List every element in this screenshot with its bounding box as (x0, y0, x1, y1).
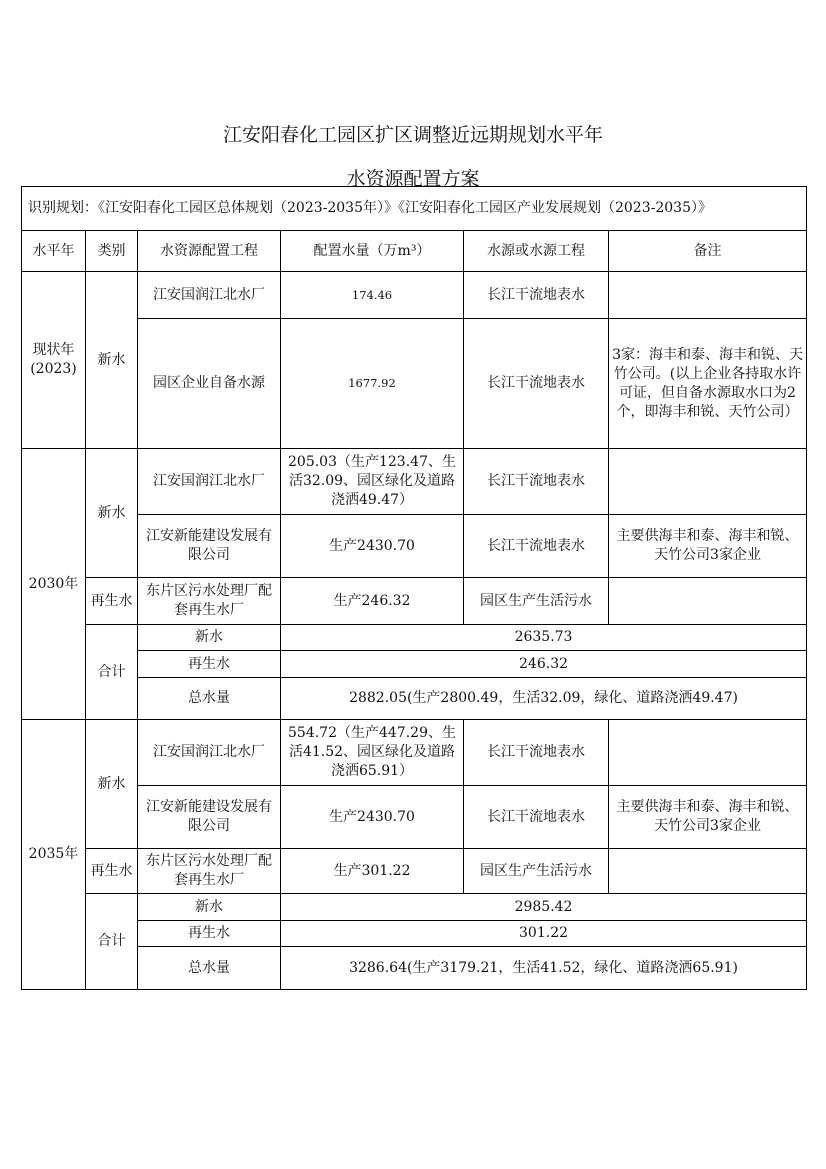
source-cell: 长江干流地表水 (464, 449, 609, 515)
source-cell: 长江干流地表水 (464, 786, 609, 849)
total-label: 新水 (138, 625, 281, 651)
source-cell: 园区生产生活污水 (464, 578, 609, 625)
source-cell: 长江干流地表水 (464, 515, 609, 578)
note-cell: 主要供海丰和泰、海丰和锐、天竹公司3家企业 (609, 515, 807, 578)
total-value: 2985.42 (281, 894, 807, 921)
amount-cell: 1677.92 (281, 319, 464, 449)
total-label: 再生水 (138, 921, 281, 947)
total-label: 新水 (138, 894, 281, 921)
document-title: 江安阳春化工园区扩区调整近远期规划水平年 (222, 124, 603, 146)
total-row (22, 651, 807, 678)
source-cell: 长江干流地表水 (464, 319, 609, 449)
category-new-water: 新水 (86, 272, 138, 449)
table-row (22, 786, 807, 849)
total-row (22, 921, 807, 947)
header-year: 水平年 (22, 231, 86, 272)
project-cell: 园区企业自备水源 (138, 319, 281, 449)
header-amount: 配置水量（万m³） (281, 231, 464, 272)
project-cell: 东片区污水处理厂配套再生水厂 (138, 849, 281, 894)
note-cell (609, 578, 807, 625)
amount-cell: 554.72（生产447.29、生活41.52、园区绿化及道路浇洒65.91） (281, 720, 464, 786)
amount-cell: 生产301.22 (281, 849, 464, 894)
project-cell: 江安国润江北水厂 (138, 720, 281, 786)
category-recycled-water: 再生水 (86, 849, 138, 894)
total-row (22, 678, 807, 720)
note-cell: 3家：海丰和泰、海丰和锐、天竹公司。(以上企业各持取水许可证，但自备水源取水口为2个，即海丰和锐、天竹公司） (609, 319, 807, 449)
project-cell: 江安新能建设发展有限公司 (138, 515, 281, 578)
table-row (22, 449, 807, 515)
table-row (22, 319, 807, 449)
project-cell: 江安国润江北水厂 (138, 272, 281, 319)
total-value: 3286.64(生产3179.21，生活41.52，绿化、道路浇洒65.91) (281, 947, 807, 990)
amount-cell: 生产246.32 (281, 578, 464, 625)
source-cell: 长江干流地表水 (464, 720, 609, 786)
project-cell: 江安新能建设发展有限公司 (138, 786, 281, 849)
note-cell (609, 849, 807, 894)
header-source: 水源或水源工程 (464, 231, 609, 272)
year-2035: 2035年 (22, 720, 86, 990)
amount-cell: 生产2430.70 (281, 515, 464, 578)
category-new-water: 新水 (86, 720, 138, 849)
total-row (22, 625, 807, 651)
header-project: 水资源配置工程 (138, 231, 281, 272)
table-row (22, 849, 807, 894)
header-note: 备注 (609, 231, 807, 272)
table-row (22, 515, 807, 578)
project-cell: 东片区污水处理厂配套再生水厂 (138, 578, 281, 625)
total-value: 2635.73 (281, 625, 807, 651)
note-cell (609, 272, 807, 319)
total-label: 再生水 (138, 651, 281, 678)
source-cell: 长江干流地表水 (464, 272, 609, 319)
category-new-water: 新水 (86, 449, 138, 578)
water-allocation-table (21, 186, 807, 990)
total-label: 总水量 (138, 678, 281, 720)
amount-cell: 205.03（生产123.47、生活32.09、园区绿化及道路浇洒49.47） (281, 449, 464, 515)
total-row (22, 947, 807, 990)
note-cell (609, 449, 807, 515)
planning-basis: 识别规划：《江安阳春化工园区总体规划（2023-2035年）》《江安阳春化工园区产业发展规划（2023-2035）》 (22, 187, 807, 231)
note-cell: 主要供海丰和泰、海丰和锐、天竹公司3家企业 (609, 786, 807, 849)
header-category: 类别 (86, 231, 138, 272)
amount-cell: 174.46 (281, 272, 464, 319)
amount-cell: 生产2430.70 (281, 786, 464, 849)
source-cell: 园区生产生活污水 (464, 849, 609, 894)
total-value: 246.32 (281, 651, 807, 678)
table-row (22, 272, 807, 319)
total-label: 总水量 (138, 947, 281, 990)
document-subtitle: 水资源配置方案 (346, 168, 480, 190)
total-row (22, 894, 807, 921)
year-current: 现状年(2023) (22, 272, 86, 449)
header-row (22, 231, 807, 272)
year-2030: 2030年 (22, 449, 86, 720)
note-cell (609, 720, 807, 786)
table-row (22, 578, 807, 625)
project-cell: 江安国润江北水厂 (138, 449, 281, 515)
total-value: 2882.05(生产2800.49，生活32.09，绿化、道路浇洒49.47) (281, 678, 807, 720)
table-row (22, 720, 807, 786)
basis-row (22, 187, 807, 231)
category-recycled-water: 再生水 (86, 578, 138, 625)
total-value: 301.22 (281, 921, 807, 947)
category-total: 合计 (86, 894, 138, 990)
category-total: 合计 (86, 625, 138, 720)
